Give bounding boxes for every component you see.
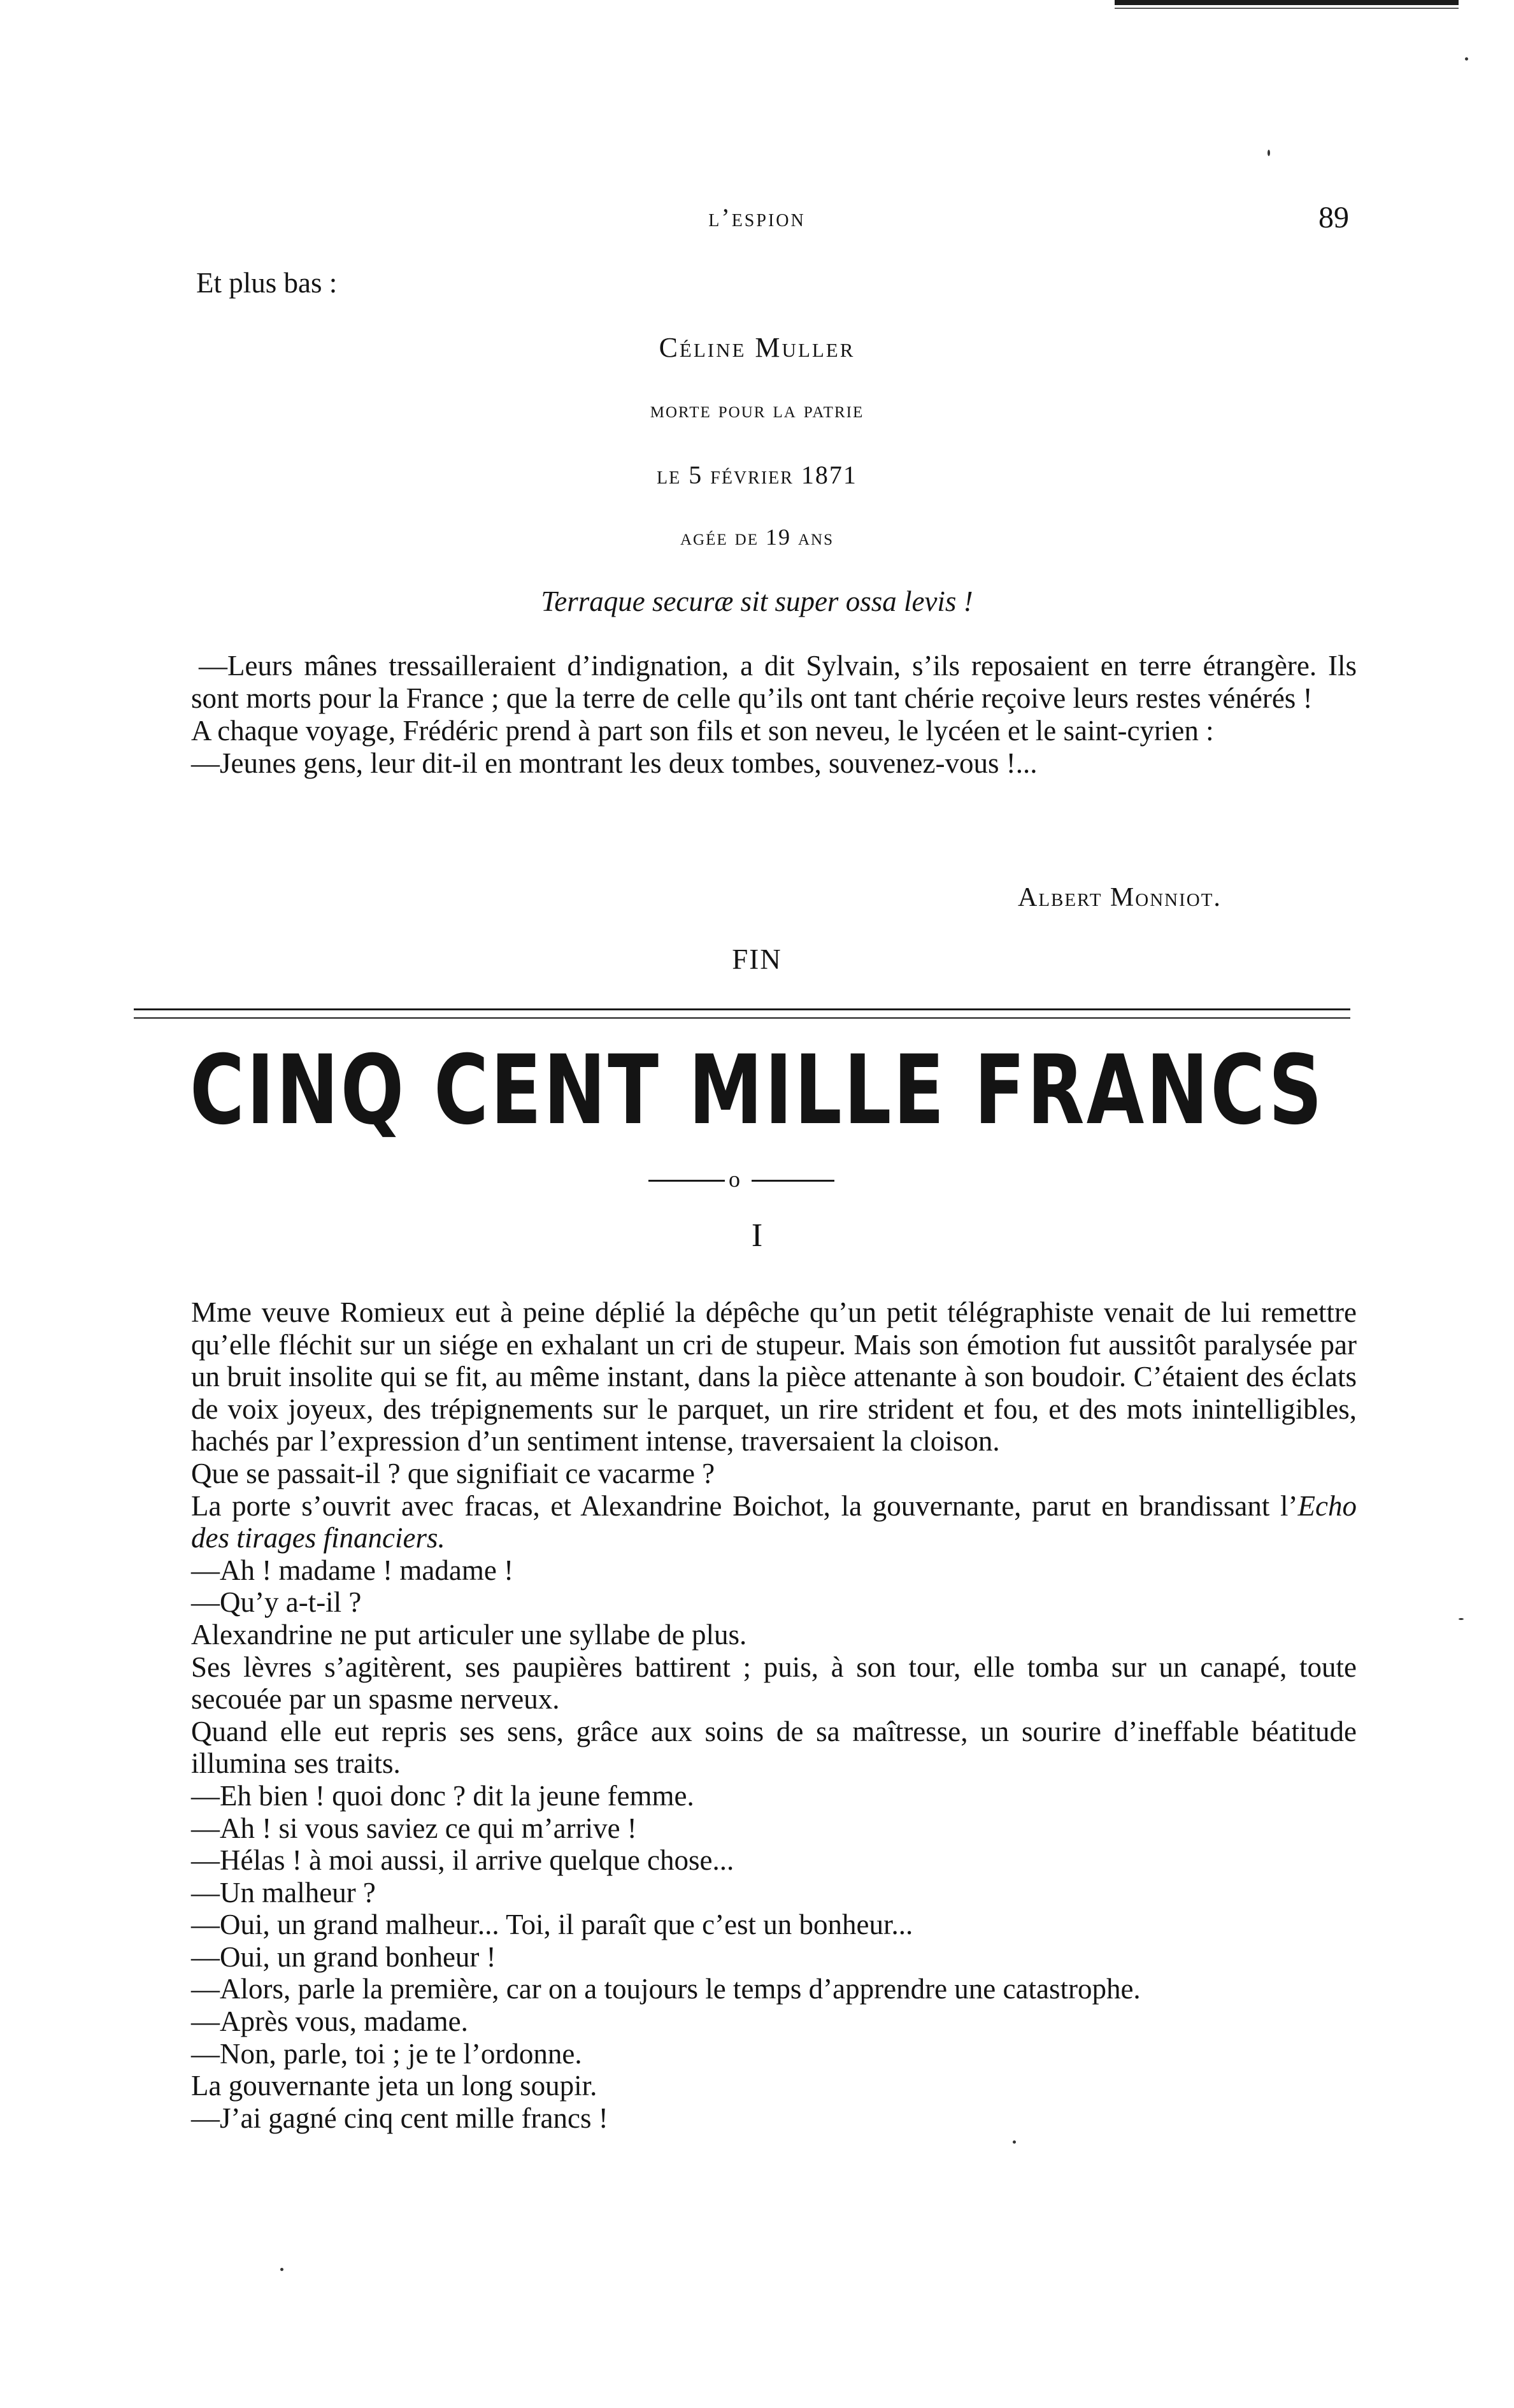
paragraph: —Jeunes gens, leur dit-il en montrant les deux tombes, souvenez-vous !... xyxy=(191,747,1038,779)
paragraph: Mme veuve Romieux eut à peine déplié la dépêche qu’un petit télégraphiste venait de lui remettre qu’elle fléchit sur un siége en exhalant un cri de stupeur. Mais son émotion fut aussitôt paralysée par un bruit insolite qui se fit, au même instant, dans la pièce attenante à son boudoir. C’étaient des éclats de voix joyeux, des trépignements sur le parquet, un rire strident et fou, et des mots inintelligibles, hachés par l’expression d’un sentiment intense, traversaient la cloison. xyxy=(191,1296,1357,1458)
dialogue-line: —Ah ! si vous saviez ce qui m’arrive ! xyxy=(191,1812,637,1844)
top-rule xyxy=(1115,0,1459,5)
paragraph: Quand elle eut repris ses sens, grâce aux soins de sa maîtresse, un sourire d’ineffable béatitude illumina ses traits. xyxy=(191,1715,1357,1780)
dialogue-line: —Hélas ! à moi aussi, il arrive quelque chose... xyxy=(191,1844,734,1877)
title-ornament xyxy=(648,1166,834,1192)
story-body xyxy=(191,1296,1357,2134)
paragraph: La gouvernante jeta un long soupir. xyxy=(191,2070,597,2102)
ink-speck xyxy=(1465,57,1468,61)
dialogue-line: —J’ai gagné cinq cent mille francs ! xyxy=(191,2102,608,2134)
paragraph: Que se passait-il ? que signifiait ce vacarme ? xyxy=(191,1457,715,1489)
intro-line: Et plus bas : xyxy=(196,267,338,299)
paragraph-text: La porte s’ouvrit avec fracas, et Alexandrine Boichot, la gouvernante, parut en brandissant l’ xyxy=(191,1489,1298,1522)
dialogue-line: —Qu’y a-t-il ? xyxy=(191,1586,362,1619)
page-number: 89 xyxy=(1318,201,1349,234)
author-signature: Albert Monniot. xyxy=(1018,883,1222,912)
fin-label: FIN xyxy=(732,943,782,975)
running-title: l’espion xyxy=(708,203,806,232)
epitaph-quote: Terraque securæ sit super ossa levis ! xyxy=(541,585,973,617)
dialogue-line: —Eh bien ! quoi donc ? dit la jeune femme. xyxy=(191,1779,694,1812)
ornament-circle: o xyxy=(729,1166,740,1192)
paragraph: —Leurs mânes tressailleraient d’indignation, a dit Sylvain, s’ils reposaient en terre étrangère. Ils sont morts pour la France ; que la terre de celle qu’ils ont tant chérie reçoive leurs restes vénérés ! xyxy=(191,650,1357,714)
story-title: CINQ CENT MILLE FRANCS xyxy=(190,1035,1324,1146)
dialogue-line: —Oui, un grand bonheur ! xyxy=(191,1940,496,1973)
dialogue-line: —Ah ! madame ! madame ! xyxy=(191,1554,514,1586)
ink-speck xyxy=(280,2268,283,2271)
epitaph-line: morte pour la patrie xyxy=(650,397,864,422)
dialogue-line: —Après vous, madame. xyxy=(191,2005,468,2038)
chapter-number: I xyxy=(751,1217,763,1254)
separator-rule xyxy=(134,1008,1350,1010)
paragraph: Alexandrine ne put articuler une syllabe de plus. xyxy=(191,1618,747,1651)
dialogue-line: —Un malheur ? xyxy=(191,1876,376,1909)
dialogue-line: —Alors, parle la première, car on a toujours le temps d’apprendre une catastrophe. xyxy=(191,1973,1141,2005)
ink-speck xyxy=(1459,1618,1464,1620)
closing-paragraphs xyxy=(191,650,1357,780)
journal-title: Echo des tirages financiers. xyxy=(191,1489,1357,1554)
ink-speck xyxy=(1013,2140,1016,2144)
separator-rule xyxy=(134,1017,1350,1019)
epitaph-date: le 5 février 1871 xyxy=(657,461,857,489)
paragraph: Ses lèvres s’agitèrent, ses paupières battirent ; puis, à son tour, elle tomba sur un canapé, toute secouée par un spasme nerveux. xyxy=(191,1651,1357,1716)
epitaph-age: agée de 19 ans xyxy=(680,524,834,550)
top-rule-thin xyxy=(1115,8,1459,9)
dialogue-line: —Oui, un grand malheur... Toi, il paraît que c’est un bonheur... xyxy=(191,1909,913,1941)
dialogue-line: —Non, parle, toi ; je te l’ordonne. xyxy=(191,2037,582,2070)
ink-speck xyxy=(1268,150,1270,156)
paragraph: A chaque voyage, Frédéric prend à part son fils et son neveu, le lycéen et le saint-cyrien : xyxy=(191,715,1214,747)
epitaph-name: Céline Muller xyxy=(659,332,855,363)
paragraph xyxy=(191,1490,1357,1554)
